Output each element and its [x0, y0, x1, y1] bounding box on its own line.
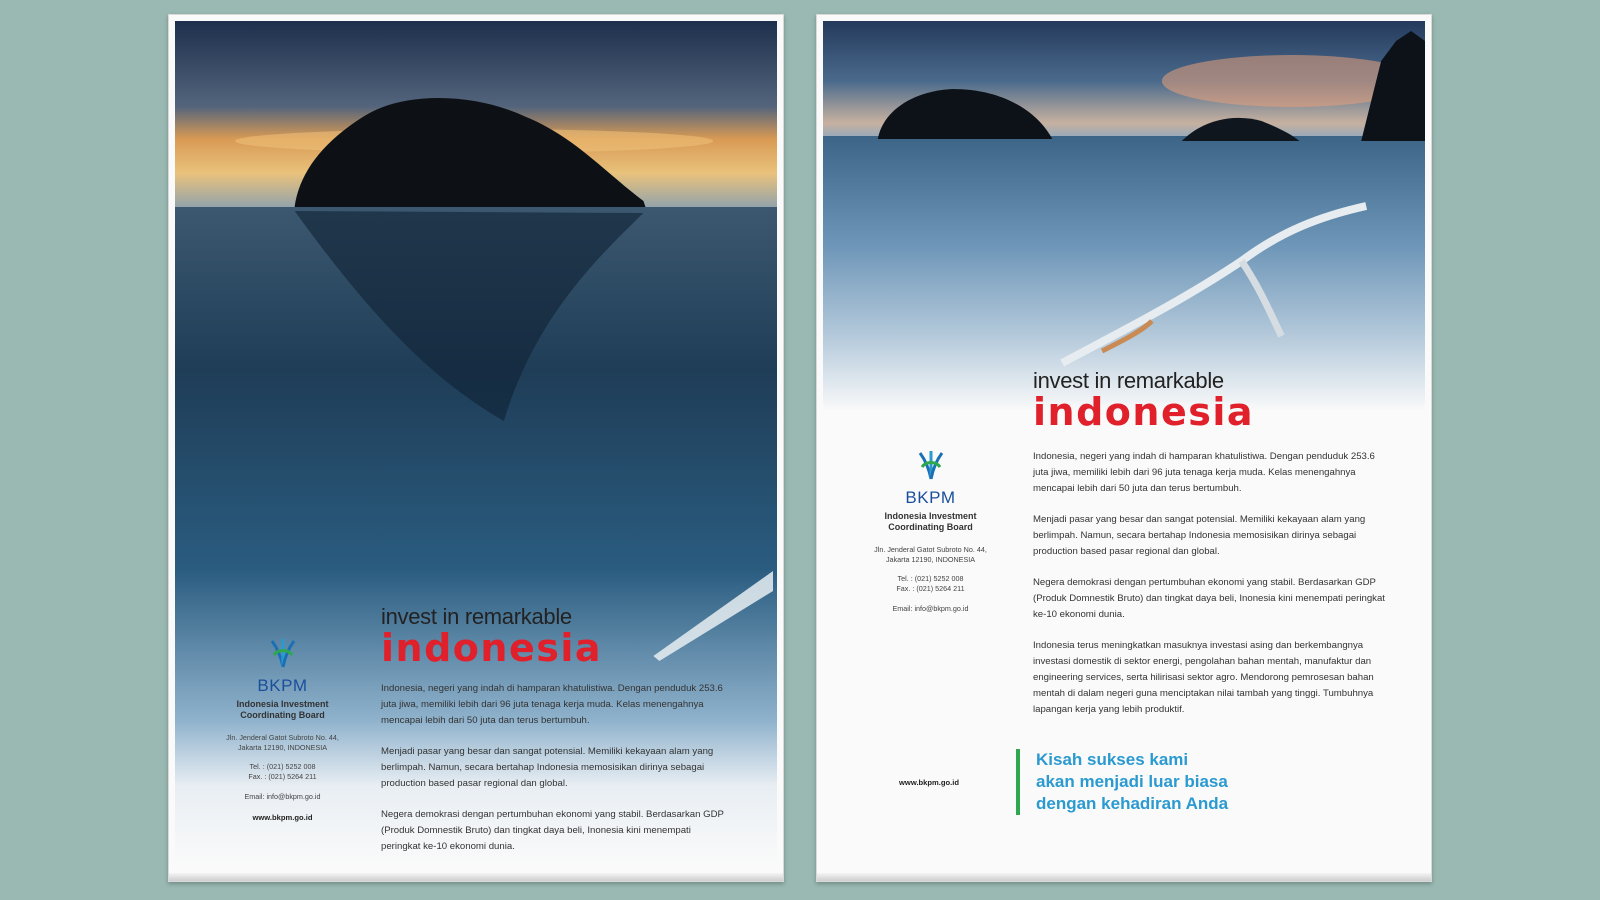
logo-phone — [195, 762, 370, 782]
logo-org — [195, 699, 370, 721]
paragraph: Indonesia, negeri yang indah di hamparan khatulistiwa. Dengan penduduk 253.6 juta jiwa, memiliki lebih dari 96 juta tenaga kerja muda. Kelas menengahnya mencapai lebih dari 50 juta dan terus bertumbuh. — [381, 683, 723, 726]
paragraph: Menjadi pasar yang besar dan sangat potensial. Memiliki kekayaan alam yang berlimpah. Namun, secara bertahap Indonesia memosisikan dirinya sebagai production based pasar regional dan global. — [381, 746, 714, 789]
logo-brand: BKPM — [257, 676, 308, 695]
tagline — [1016, 749, 1228, 815]
logo-phone — [843, 574, 1018, 594]
tagline-line: akan menjadi luar biasa — [1036, 772, 1228, 791]
logo-website: www.bkpm.go.id — [252, 813, 313, 822]
logo-org-line2: Coordinating Board — [240, 710, 325, 720]
logo-website: www.bkpm.go.id — [899, 778, 960, 787]
paragraph: Negera demokrasi dengan pertumbuhan ekonomi yang stabil. Berdasarkan GDP (Produk Domnestik Bruto) dan tingkat daya beli, Inonesia kini menempati peringkat ke-10 ekonomi dunia. — [381, 809, 724, 852]
paragraph: Menjadi pasar yang besar dan sangat potensial. Memiliki kekayaan alam yang berlimpah. Namun, secara bertahap Indonesia memosisikan dirinya sebagai production based pasar regional dan global. — [1033, 514, 1366, 557]
logo-org — [843, 511, 1018, 533]
logo-org-line1: Indonesia Investment — [884, 511, 977, 521]
logo-email: Email: info@bkpm.go.id — [244, 792, 321, 801]
tagline-line: Kisah sukses kami — [1036, 750, 1189, 769]
logo-address — [843, 545, 1018, 565]
tagline-line: dengan kehadiran Anda — [1036, 794, 1229, 813]
tel-line: Tel. : (021) 5252 008 — [249, 762, 316, 771]
headline-country: indonesia — [381, 626, 602, 670]
body-text-left — [381, 681, 726, 870]
headline-top: invest in remarkable — [381, 604, 572, 629]
brochure-page-right — [816, 14, 1432, 882]
paragraph: Indonesia terus meningkatkan masuknya investasi asing dan berkembangnya investasi domestik di sektor energi, pengolahan bahan mentah, manufaktur dan engineering services, serta hilirisasi sektor agro. Mendorong pemrosesan bahan mentah di dalam negeri guna menciptakan nilai tambah yang tinggi. Tumbuhnya lapangan kerja yang lebih produktif. — [1033, 640, 1374, 715]
paragraph: Negera demokrasi dengan pertumbuhan ekonomi yang stabil. Berdasarkan GDP (Produk Domnestik Bruto) dan tingkat daya beli, Inonesia kini menempati peringkat ke-10 ekonomi dunia. — [1033, 577, 1385, 620]
bkpm-emblem-icon — [914, 449, 948, 481]
bkpm-emblem-icon — [266, 637, 300, 669]
headline-country: indonesia — [1033, 390, 1254, 434]
paragraph: Indonesia, negeri yang indah di hamparan khatulistiwa. Dengan penduduk 253.6 juta jiwa, memiliki lebih dari 96 juta tenaga kerja muda. Kelas menengahnya mencapai lebih dari 50 juta dan terus bertumbuh. — [1033, 451, 1375, 494]
logo-org-line1: Indonesia Investment — [236, 699, 329, 709]
bkpm-logo-block-left — [195, 637, 370, 822]
address-line2: Jakarta 12190, INDONESIA — [885, 555, 976, 564]
headline-block-left — [381, 604, 602, 670]
fax-line: Fax. : (021) 5264 211 — [896, 584, 965, 593]
beach-driftwood-photo-right — [823, 21, 1425, 411]
logo-address — [195, 733, 370, 753]
address-line2: Jakarta 12190, INDONESIA — [237, 743, 328, 752]
bkpm-logo-block-right — [843, 449, 1018, 613]
logo-org-line2: Coordinating Board — [888, 522, 973, 532]
address-line1: Jln. Jenderal Gatot Subroto No. 44, — [226, 733, 339, 742]
logo-brand: BKPM — [905, 488, 956, 507]
body-text-right — [1033, 449, 1388, 733]
tel-line: Tel. : (021) 5252 008 — [897, 574, 964, 583]
address-line1: Jln. Jenderal Gatot Subroto No. 44, — [874, 545, 987, 554]
headline-block-right — [1033, 368, 1254, 434]
fax-line: Fax. : (021) 5264 211 — [248, 772, 317, 781]
brochure-page-left — [168, 14, 784, 882]
logo-email: Email: info@bkpm.go.id — [892, 604, 969, 613]
headline-top: invest in remarkable — [1033, 368, 1224, 393]
